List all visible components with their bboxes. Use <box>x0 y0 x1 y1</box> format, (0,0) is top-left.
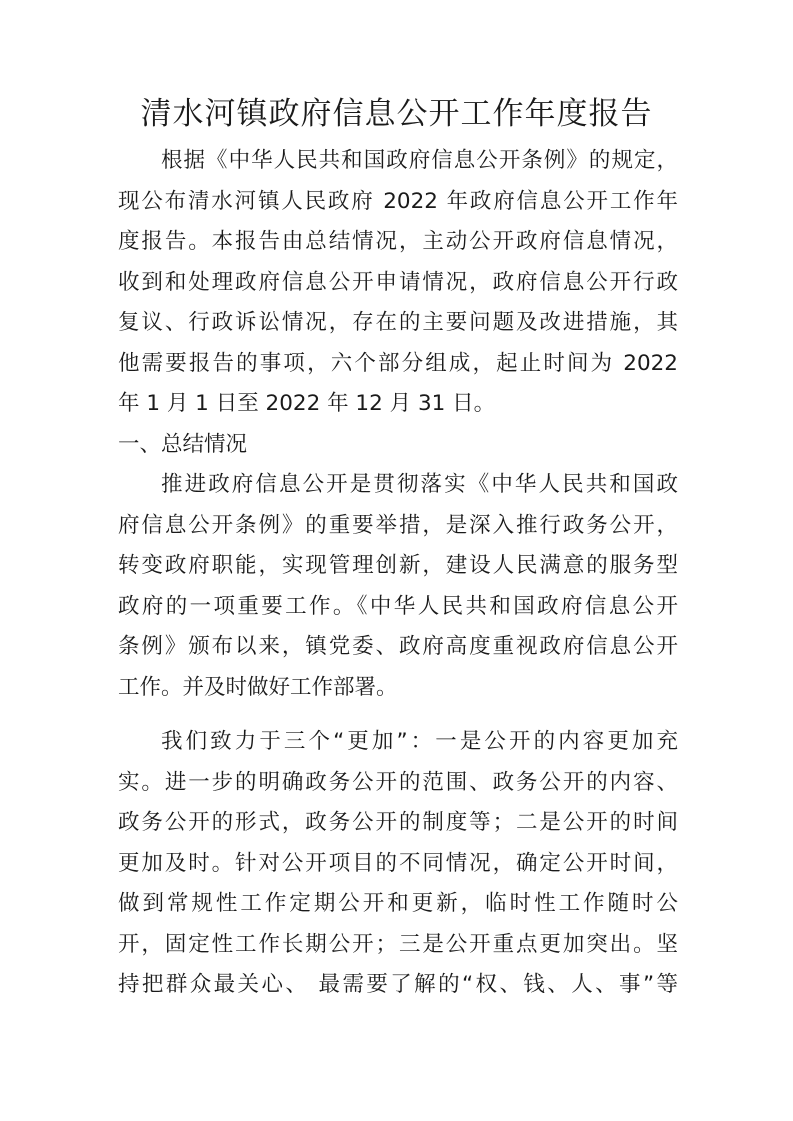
paragraph-line: 政府的一项重要工作。《中华人民共和国政府信息公开 <box>118 593 678 619</box>
paragraph-line: 做到常规性工作定期公开和更新，临时性工作随时公 <box>118 891 678 916</box>
paragraph-gap <box>118 708 678 722</box>
paragraph-line: 度报告。本报告由总结情况，主动公开政府信息情况， <box>118 229 678 254</box>
paragraph-section-1-1 <box>118 465 678 708</box>
paragraph-line: 复议、行政诉讼情况，存在的主要问题及改进措施，其 <box>118 310 678 335</box>
document-title: 清水河镇政府信息公开工作年度报告 <box>140 96 653 132</box>
paragraph-line: 年 1 月 1 日至 2022 年 12 月 31 日。 <box>118 391 496 416</box>
section-heading <box>118 425 678 466</box>
paragraph-line: 府信息公开条例》的重要举措，是深入推行政务公开， <box>118 512 678 538</box>
paragraph-line: 推进政府信息公开是贯彻落实《中华人民共和国政 <box>161 472 678 497</box>
paragraph-intro <box>118 141 678 425</box>
paragraph-line: 转变政府职能，实现管理创新，建设人民满意的服务型 <box>118 553 678 578</box>
paragraph-line: 实。进一步的明确政务公开的范围、政务公开的内容、 <box>118 769 678 795</box>
paragraph-line: 现公布清水河镇人民政府 2022 年政府信息公开工作年 <box>118 188 678 214</box>
paragraph-line: 收到和处理政府信息公开申请情况，政府信息公开行政 <box>118 269 678 295</box>
paragraph-line: 条例》颁布以来，镇党委、政府高度重视政府信息公开 <box>118 634 678 659</box>
paragraph-line: 开，固定性工作长期公开；三是公开重点更加突出。坚 <box>118 931 678 957</box>
paragraph-line: 他需要报告的事项，六个部分组成，起止时间为 2022 <box>118 350 678 376</box>
paragraph-line: 根据《中华人民共和国政府信息公开条例》的规定， <box>161 148 678 173</box>
paragraph-line: 政务公开的形式，政务公开的制度等；二是公开的时间 <box>118 810 678 835</box>
paragraph-line: 我们致力于三个“更加”：一是公开的内容更加充 <box>161 729 678 754</box>
section-heading-text: 一、总结情况 <box>118 431 248 457</box>
paragraph-line: 持把群众最关心、 最需要了解的“权、钱、人、事”等 <box>118 972 678 997</box>
paragraph-line: 更加及时。针对公开项目的不同情况，确定公开时间， <box>118 850 678 876</box>
document-body <box>118 141 678 1006</box>
paragraph-line: 工作。并及时做好工作部署。 <box>118 674 398 700</box>
paragraph-section-1-2 <box>118 722 678 1006</box>
